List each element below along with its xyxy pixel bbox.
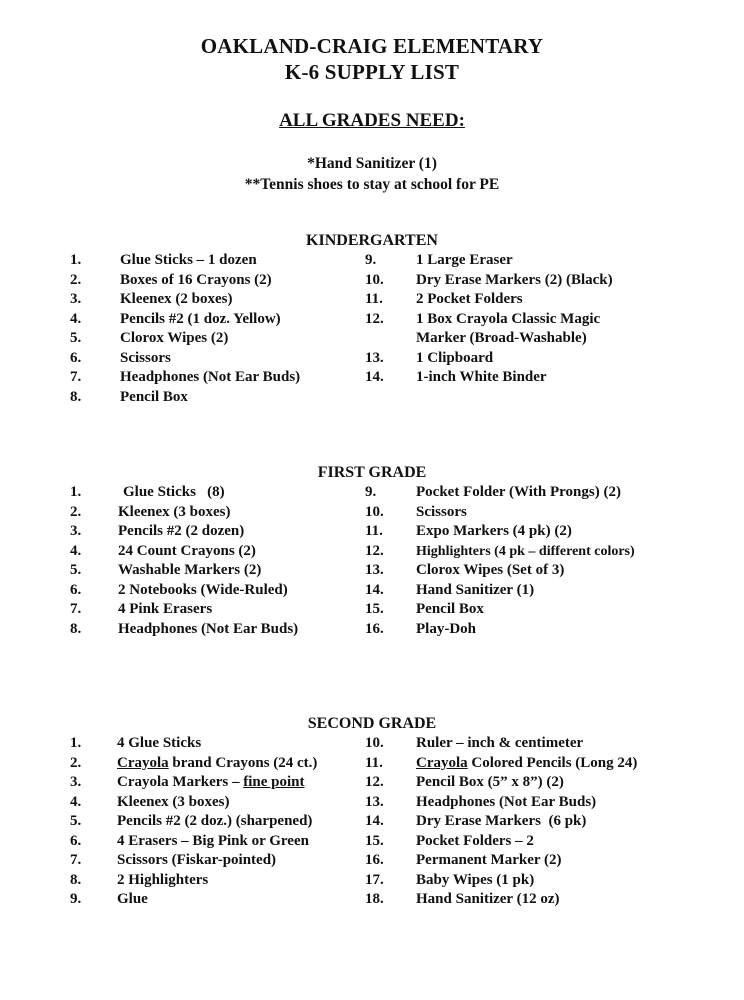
item-text: 1-inch White Binder bbox=[416, 369, 547, 385]
item-number: 13. bbox=[365, 793, 384, 810]
kindergarten-heading: KINDERGARTEN bbox=[306, 232, 438, 249]
item-text: Scissors (Fiskar-pointed) bbox=[117, 852, 277, 868]
item-text: Marker (Broad-Washable) bbox=[416, 330, 587, 346]
item-number: 7. bbox=[70, 601, 82, 617]
item-number: 12. bbox=[365, 542, 384, 559]
item-number: 2. bbox=[70, 754, 82, 771]
item-number: 16. bbox=[365, 620, 384, 637]
item-number: 15. bbox=[365, 832, 384, 849]
item-text: Pencil Box bbox=[416, 601, 484, 617]
first-grade-heading: FIRST GRADE bbox=[317, 464, 427, 481]
item-text: Pencils #2 (2 doz.) (sharpened) bbox=[117, 813, 313, 829]
item-number: 8. bbox=[70, 871, 82, 888]
item-text: Pencils #2 (2 dozen) bbox=[118, 523, 245, 539]
item-text: Pencil Box bbox=[120, 388, 188, 405]
item-number: 17. bbox=[365, 871, 384, 888]
item-number: 8. bbox=[70, 388, 82, 405]
item-number: 2. bbox=[70, 271, 82, 288]
item-number: 10. bbox=[365, 271, 384, 288]
item-text: Dry Erase Markers (2) (Black) bbox=[416, 271, 613, 288]
item-text: 4 Erasers – Big Pink or Green bbox=[117, 832, 309, 849]
item-text: Clorox Wipes (Set of 3) bbox=[416, 562, 565, 578]
item-number: 18. bbox=[365, 891, 384, 907]
item-number: 3. bbox=[70, 774, 82, 790]
item-number: 4. bbox=[70, 310, 82, 327]
item-text: Headphones (Not Ear Buds) bbox=[118, 620, 299, 637]
item-text: 2 Pocket Folders bbox=[416, 291, 523, 307]
item-text: Scissors bbox=[120, 349, 171, 366]
item-number: 9. bbox=[70, 891, 82, 907]
item-number: 16. bbox=[365, 852, 384, 868]
item-text: Kleenex (3 boxes) bbox=[118, 503, 231, 520]
item-text: Permanent Marker (2) bbox=[416, 852, 562, 868]
item-text: 1 Large Eraser bbox=[416, 252, 513, 268]
brand-name-underlined: Crayola bbox=[117, 754, 169, 771]
item-text: Glue Sticks (8) bbox=[123, 484, 225, 500]
item-text: Play-Doh bbox=[416, 620, 476, 637]
item-text: 1 Box Crayola Classic Magic bbox=[416, 310, 601, 327]
item-number: 15. bbox=[365, 601, 384, 617]
item-text: 2 Highlighters bbox=[117, 871, 209, 888]
all-grades-heading: ALL GRADES NEED: bbox=[279, 110, 465, 131]
item-number: 10. bbox=[365, 503, 384, 520]
item-number: 1. bbox=[70, 484, 82, 500]
item-text: Glue Sticks – 1 dozen bbox=[120, 252, 257, 268]
item-text: Expo Markers (4 pk) (2) bbox=[416, 523, 572, 539]
item-text: 4 Pink Erasers bbox=[118, 601, 213, 617]
item-number: 12. bbox=[365, 310, 384, 327]
item-text: 2 Notebooks (Wide-Ruled) bbox=[118, 581, 288, 598]
item-text: 1 Clipboard bbox=[416, 349, 494, 366]
item-number: 13. bbox=[365, 562, 384, 578]
item-number: 6. bbox=[70, 581, 82, 598]
item-text bbox=[117, 754, 317, 774]
item-text: Pocket Folder (With Prongs) (2) bbox=[416, 484, 621, 500]
item-number: 14. bbox=[365, 581, 384, 598]
item-text: Kleenex (2 boxes) bbox=[120, 291, 233, 307]
item-number: 11. bbox=[365, 291, 383, 307]
item-number: 3. bbox=[70, 291, 82, 307]
item-text: Kleenex (3 boxes) bbox=[117, 793, 230, 810]
item-text: Boxes of 16 Crayons (2) bbox=[120, 271, 272, 288]
item-text bbox=[416, 754, 637, 774]
item-number: 7. bbox=[70, 369, 82, 385]
item-text: Hand Sanitizer (1) bbox=[416, 581, 535, 598]
item-number: 4. bbox=[70, 542, 82, 559]
item-number: 8. bbox=[70, 620, 82, 637]
item-text-rest: brand Crayons (24 ct.) bbox=[168, 754, 318, 771]
item-text: Hand Sanitizer (12 oz) bbox=[416, 891, 560, 907]
item-number: 2. bbox=[70, 503, 82, 520]
item-number: 6. bbox=[70, 832, 82, 849]
item-text: Glue bbox=[117, 891, 148, 907]
item-number: 11. bbox=[365, 523, 383, 539]
item-number: 9. bbox=[365, 252, 377, 268]
fine-point-underlined: fine point bbox=[243, 774, 305, 790]
item-number: 12. bbox=[365, 774, 384, 790]
item-number: 11. bbox=[365, 754, 383, 771]
item-number: 5. bbox=[70, 813, 82, 829]
item-text-pre: Crayola Markers – bbox=[117, 774, 244, 790]
item-text: Clorox Wipes (2) bbox=[120, 330, 229, 346]
item-text-rest: Colored Pencils (Long 24) bbox=[467, 754, 638, 771]
brand-name-underlined: Crayola bbox=[416, 754, 468, 771]
item-text bbox=[117, 773, 304, 793]
item-number: 1. bbox=[70, 735, 82, 751]
item-number: 7. bbox=[70, 852, 82, 868]
item-text: Highlighters (4 pk – different colors) bbox=[416, 543, 635, 559]
item-number: 14. bbox=[365, 813, 384, 829]
item-number: 14. bbox=[365, 369, 384, 385]
item-text: Dry Erase Markers (6 pk) bbox=[416, 813, 587, 829]
list-title: K-6 SUPPLY LIST bbox=[284, 60, 460, 84]
item-text: Pocket Folders – 2 bbox=[416, 832, 534, 849]
item-text: Washable Markers (2) bbox=[118, 562, 262, 578]
item-number: 5. bbox=[70, 330, 82, 346]
item-text: Headphones (Not Ear Buds) bbox=[120, 369, 301, 385]
item-number: 6. bbox=[70, 349, 82, 366]
item-number: 5. bbox=[70, 562, 82, 578]
item-text: Pencil Box (5” x 8”) (2) bbox=[416, 774, 564, 790]
item-text: Scissors bbox=[416, 503, 467, 520]
item-text: Ruler – inch & centimeter bbox=[416, 735, 584, 751]
all-grades-note: *Hand Sanitizer (1) bbox=[307, 155, 437, 172]
item-text: 24 Count Crayons (2) bbox=[118, 542, 256, 559]
item-number: 9. bbox=[365, 484, 377, 500]
item-text: 4 Glue Sticks bbox=[117, 735, 202, 751]
all-grades-note: **Tennis shoes to stay at school for PE bbox=[244, 176, 500, 193]
item-text: Pencils #2 (1 doz. Yellow) bbox=[120, 310, 281, 327]
item-text: Headphones (Not Ear Buds) bbox=[416, 793, 597, 810]
item-number: 10. bbox=[365, 735, 384, 751]
item-number: 13. bbox=[365, 349, 384, 366]
item-number: 4. bbox=[70, 793, 82, 810]
item-number: 3. bbox=[70, 523, 82, 539]
school-name: OAKLAND-CRAIG ELEMENTARY bbox=[200, 34, 544, 58]
item-text: Baby Wipes (1 pk) bbox=[416, 871, 535, 888]
second-grade-heading: SECOND GRADE bbox=[307, 715, 437, 732]
item-number: 1. bbox=[70, 252, 82, 268]
